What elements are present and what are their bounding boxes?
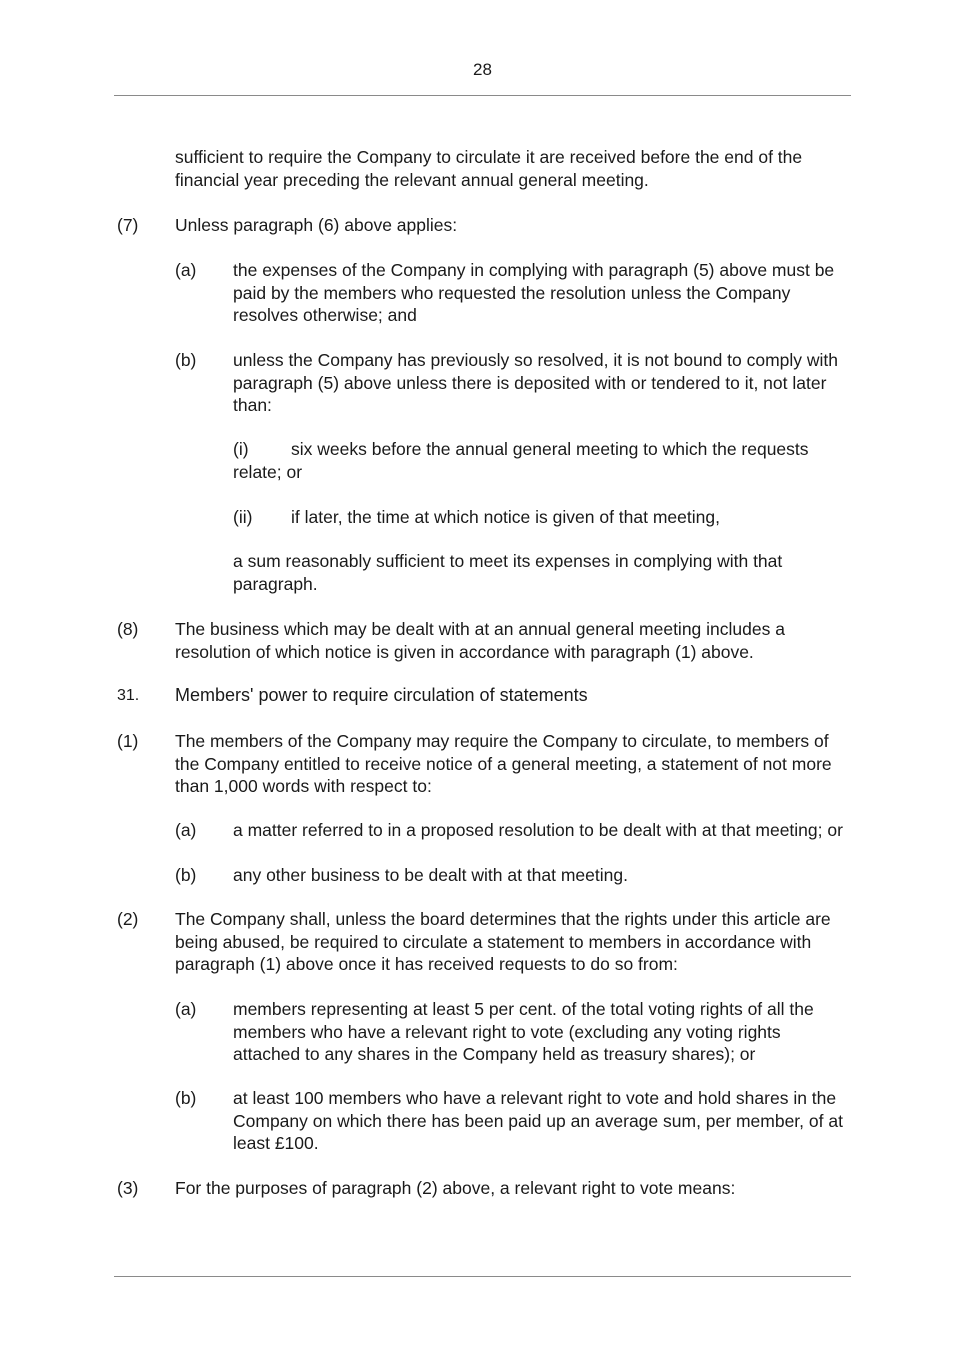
subparagraph-number: (a) — [175, 820, 197, 840]
paragraph-number: (8) — [117, 619, 139, 639]
text-line: The members of the Company may require the Company to circulate, to members of — [175, 731, 829, 751]
article-number: 31. — [117, 687, 140, 704]
text-line: resolves otherwise; and — [233, 305, 417, 325]
paragraph-text: Unless paragraph (6) above applies: — [175, 215, 458, 235]
text-line: The Company shall, unless the board determines that the rights under this article are — [175, 909, 831, 929]
paragraph-number: (3) — [117, 1178, 139, 1198]
paragraph-number: (7) — [117, 215, 139, 235]
subparagraph-number: (b) — [175, 350, 197, 370]
paragraph-text — [175, 908, 831, 976]
text-line: than: — [233, 395, 272, 415]
text-line: The business which may be dealt with at an annual general meeting includes a — [175, 619, 785, 639]
paragraph-number: (1) — [117, 731, 139, 751]
subparagraph-number: (a) — [175, 260, 197, 280]
subparagraph-number: (b) — [175, 865, 197, 885]
text-line: members representing at least 5 per cent. of the total voting rights of all the — [233, 999, 814, 1019]
text-line: paragraph. — [233, 573, 318, 594]
paragraph-text: For the purposes of paragraph (2) above, a relevant right to vote means: — [175, 1178, 736, 1198]
text-line: than 1,000 words with respect to: — [175, 776, 432, 796]
subparagraph-text: any other business to be dealt with at that meeting. — [233, 865, 628, 885]
subparagraph-number: (a) — [175, 999, 197, 1019]
text-line: Company on which there has been paid up an average sum, per member, of at — [233, 1110, 843, 1131]
text-line: resolution of which notice is given in accordance with paragraph (1) above. — [175, 641, 754, 662]
text-line: a sum reasonably sufficient to meet its expenses in complying with that — [233, 551, 783, 571]
text-line: being abused, be required to circulate a statement to members in accordance with — [175, 931, 812, 952]
text-line: financial year preceding the relevant annual general meeting. — [175, 169, 649, 190]
text-line: unless the Company has previously so resolved, it is not bound to comply with — [233, 350, 839, 370]
item-text: six weeks before the annual general meeting to which the requests — [291, 439, 809, 459]
subparagraph-text: a matter referred to in a proposed resolution to be dealt with at that meeting; or — [233, 820, 843, 840]
subparagraph-text — [233, 259, 834, 327]
closing-text — [233, 550, 782, 595]
footer-rule — [114, 1276, 851, 1277]
text-line: at least 100 members who have a relevant right to vote and hold shares in the — [233, 1088, 837, 1108]
header-rule — [114, 95, 851, 96]
text-line: attached to any shares in the Company held as treasury shares); or — [233, 1044, 756, 1064]
item-text: if later, the time at which notice is given of that meeting, — [291, 507, 720, 527]
subparagraph-text — [233, 1087, 843, 1155]
text-line: paid by the members who requested the resolution unless the Company — [233, 282, 791, 303]
text-line: paragraph (1) above once it has received requests to do so from: — [175, 954, 678, 974]
paragraph-text — [175, 730, 832, 798]
paragraph-number: (2) — [117, 909, 139, 929]
page-number: 28 — [473, 60, 492, 79]
text-line: paragraph (5) above unless there is deposited with or tendered to it, not later — [233, 372, 827, 393]
text-line: the Company entitled to receive notice of a general meeting, a statement of not more — [175, 753, 832, 774]
item-number: (ii) — [233, 507, 253, 527]
text-line: members who have a relevant right to vote (excluding any voting rights — [233, 1021, 781, 1042]
subparagraph-text — [233, 998, 814, 1066]
paragraph-6-continuation — [175, 146, 802, 191]
subparagraph-text — [233, 349, 838, 417]
subparagraph-number: (b) — [175, 1088, 197, 1108]
item-text-continuation: relate; or — [233, 462, 303, 482]
text-line: the expenses of the Company in complying with paragraph (5) above must be — [233, 260, 835, 280]
text-line: sufficient to require the Company to circulate it are received before the end of the — [175, 147, 803, 167]
item-number: (i) — [233, 439, 249, 459]
article-heading: Members' power to require circulation of statements — [175, 685, 588, 705]
paragraph-text — [175, 618, 785, 663]
text-line: least £100. — [233, 1133, 319, 1153]
